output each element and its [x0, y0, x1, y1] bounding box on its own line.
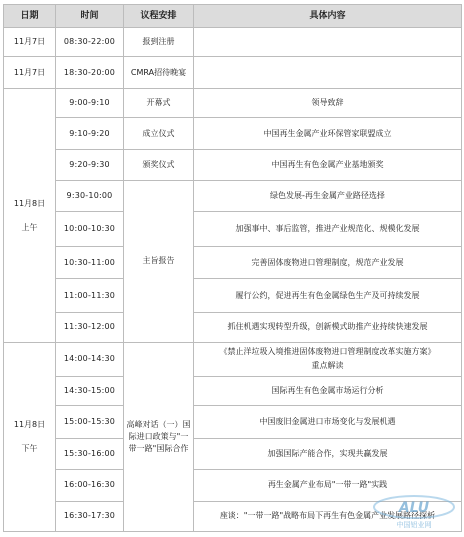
- time-cell: 10:30-11:00: [56, 247, 124, 279]
- content-cell: 中国再生金属产业环保管家联盟成立: [194, 118, 462, 150]
- time-cell: 18:30-20:00: [56, 57, 124, 89]
- agenda-cell: 开幕式: [124, 89, 194, 118]
- time-cell: 14:30-15:00: [56, 377, 124, 406]
- content-cell: [194, 57, 462, 89]
- time-cell: 9:00-9:10: [56, 89, 124, 118]
- content-cell: 抓住机遇实现转型升级，创新模式助推产业持续快速发展: [194, 312, 462, 342]
- header-date: 日期: [4, 5, 56, 28]
- content-subtext: 重点解读: [311, 361, 344, 371]
- time-cell: 08:30-22:00: [56, 28, 124, 57]
- table-row: [4, 180, 462, 211]
- time-cell: 9:30-10:00: [56, 180, 124, 211]
- agenda-cell: 颁奖仪式: [124, 150, 194, 180]
- time-cell: 15:30-16:00: [56, 439, 124, 469]
- table-row: [4, 28, 462, 57]
- table-row: [4, 377, 462, 406]
- content-cell: [194, 342, 462, 376]
- content-cell: 履行公约，促进再生有色金属绿色生产及可持续发展: [194, 279, 462, 312]
- content-cell: 国际再生有色金属市场运行分析: [194, 377, 462, 406]
- afternoon-date: 11月8日: [13, 419, 46, 429]
- content-cell: 加强事中、事后监管，推进产业规范化、规模化发展: [194, 211, 462, 246]
- table-row: [4, 89, 462, 118]
- time-cell: 11:00-11:30: [56, 279, 124, 312]
- content-cell: 完善固体废物进口管理制度，规范产业发展: [194, 247, 462, 279]
- keynote-cell: 主旨报告: [124, 180, 194, 342]
- header-agenda: 议程安排: [124, 5, 194, 28]
- afternoon-date-cell: [4, 342, 56, 531]
- content-cell: 绿色发展-再生金属产业路径选择: [194, 180, 462, 211]
- table-row: [4, 211, 462, 246]
- table-row: [4, 247, 462, 279]
- table-row: [4, 406, 462, 439]
- content-text: 《禁止洋垃圾入境推进固体废物进口管理制度改革实施方案》: [219, 347, 436, 357]
- table-row: [4, 150, 462, 180]
- agenda-cell: CMRA招待晚宴: [124, 57, 194, 89]
- header-time: 时间: [56, 5, 124, 28]
- agenda-cell: 成立仪式: [124, 118, 194, 150]
- header-row: [4, 5, 462, 28]
- time-cell: 9:20-9:30: [56, 150, 124, 180]
- time-cell: 16:30-17:30: [56, 501, 124, 531]
- watermark-logo-text: ALU: [398, 500, 430, 516]
- content-cell: 中国废旧金属进口市场变化与发展机遇: [194, 406, 462, 439]
- time-cell: 10:00-10:30: [56, 211, 124, 246]
- content-cell: 领导致辞: [194, 89, 462, 118]
- morning-date-cell: [4, 89, 56, 343]
- time-cell: 16:00-16:30: [56, 469, 124, 501]
- content-cell: 加强国际产能合作，实现共赢发展: [194, 439, 462, 469]
- table-row: [4, 312, 462, 342]
- time-cell: 9:10-9:20: [56, 118, 124, 150]
- table-row: [4, 57, 462, 89]
- afternoon-period: 下午: [21, 443, 38, 453]
- date-cell: 11月7日: [4, 57, 56, 89]
- content-cell: 再生金属产业布局"一带一路"实践: [194, 469, 462, 501]
- content-cell: [194, 28, 462, 57]
- table-row: [4, 342, 462, 376]
- dialogue-cell: 高峰对话（一）国际进口政策与"一带一路"国际合作: [124, 342, 194, 531]
- content-cell: 座谈："一带一路"战略布局下再生有色金属产业发展路径探析: [194, 501, 462, 531]
- content-cell: 中国再生有色金属产业基地颁奖: [194, 150, 462, 180]
- time-cell: 15:00-15:30: [56, 406, 124, 439]
- time-cell: 14:00-14:30: [56, 342, 124, 376]
- table-row: [4, 279, 462, 312]
- table-row: [4, 439, 462, 469]
- header-content: 具体内容: [194, 5, 462, 28]
- morning-period: 上午: [21, 222, 38, 232]
- watermark-logo: [370, 491, 458, 531]
- date-cell: 11月7日: [4, 28, 56, 57]
- table-row: [4, 118, 462, 150]
- morning-date: 11月8日: [13, 198, 46, 208]
- agenda-cell: 报到注册: [124, 28, 194, 57]
- watermark-site-text: 中国铝业网: [396, 521, 432, 529]
- agenda-table: [3, 4, 462, 532]
- time-cell: 11:30-12:00: [56, 312, 124, 342]
